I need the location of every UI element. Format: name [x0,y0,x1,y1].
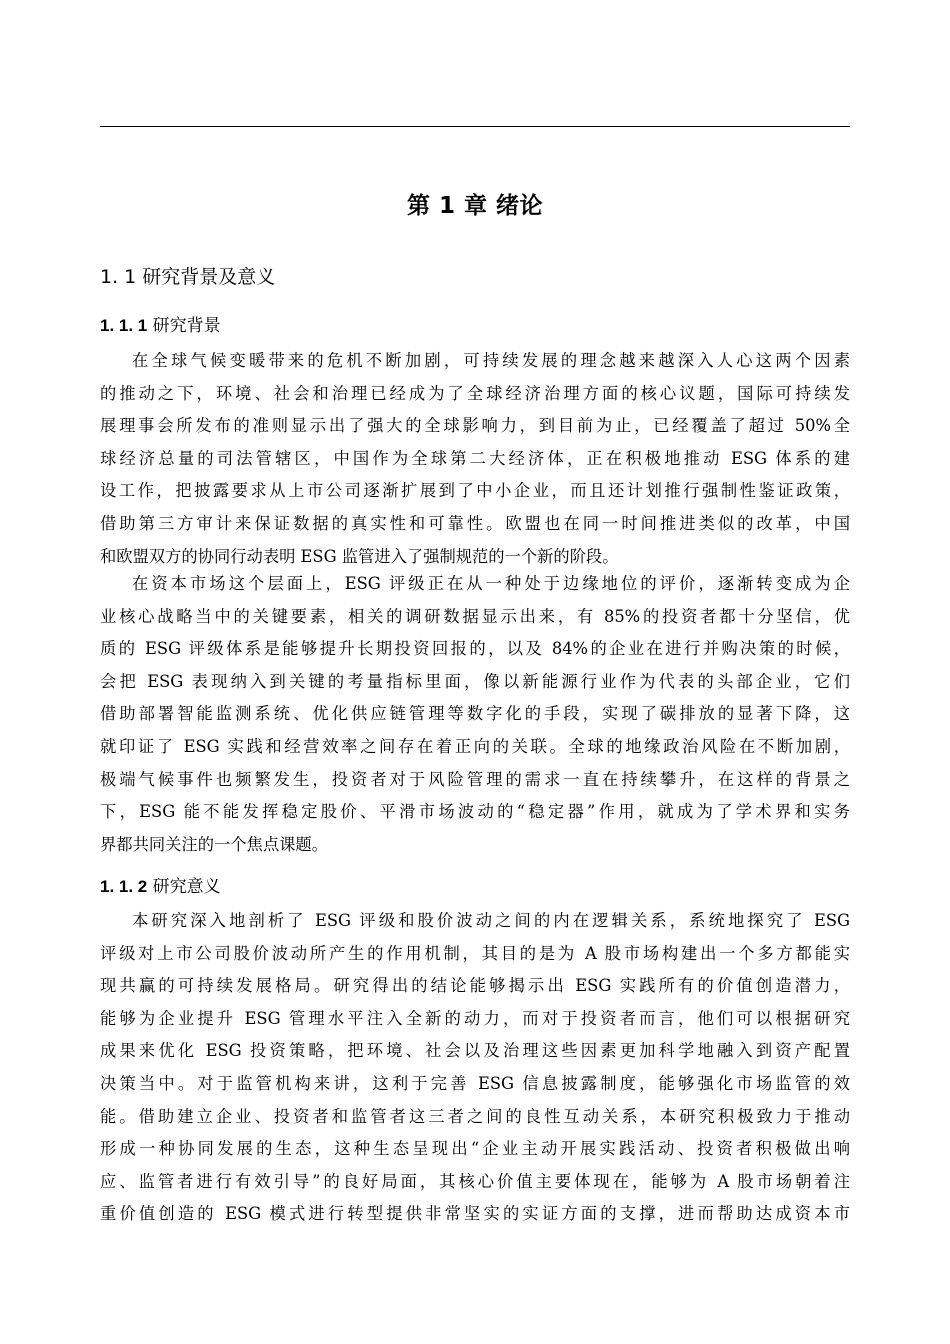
paragraph-line: 质的 ESG 评级体系是能够提升长期投资回报的，以及 84%的企业在进行并购决策的时候， [100,639,850,659]
paragraph-line: 在资本市场这个层面上，ESG 评级正在从一种处于边缘地位的评价，逐渐转变成为企 [132,574,850,593]
paragraph-line: 下，ESG 能不能发挥稳定股价、平滑市场波动的“稳定器”作用，就成为了学术界和实务 [100,802,850,822]
paragraph-line: 能。借助建立企业、投资者和监管者这三者之间的良性互动关系，本研究积极致力于推动 [100,1106,850,1126]
subsection-heading-background [100,311,221,341]
paragraph-line: 评级对上市公司股价波动所产生的作用机制，其目的是为 A 股市场构建出一个多方都能实 [100,943,850,963]
paragraph-line: 本研究深入地剖析了 ESG 评级和股价波动之间的内在逻辑关系，系统地探究了 ESG [132,911,850,930]
paragraph-line: 借助部署智能监测系统、优化供应链管理等数字化的手段，实现了碳排放的显著下降，这 [100,704,850,724]
paragraph-line: 就印证了 ESG 实践和经营效率之间存在着正向的关联。全球的地缘政治风险在不断加剧， [100,736,850,756]
paragraph-line: 成果来优化 ESG 投资策略，把环境、社会以及治理这些因素更加科学地融入到资产配置 [100,1041,850,1061]
paragraph-line: 展理事会所发布的准则显示出了强大的全球影响力，到目前为止，已经覆盖了超过 50%全 [100,416,850,436]
paragraph-line: 球经济总量的司法管辖区，中国作为全球第二大经济体，正在积极地推动 ESG 体系的建 [100,448,850,468]
chapter-title: 第 1 章 绪论 [406,193,544,219]
paragraph-line: 形成一种协同发展的生态，这种生态呈现出“企业主动开展实践活动、投资者积极做出响 [100,1139,850,1159]
paragraph-line: 界都共同关注的一个焦点课题。 [100,834,328,854]
paragraph-line: 决策当中。对于监管机构来讲，这利于完善 ESG 信息披露制度，能够强化市场监管的效 [100,1073,850,1093]
paragraph-line: 现共赢的可持续发展格局。研究得出的结论能够揭示出 ESG 实践所有的价值创造潜力， [100,976,850,996]
paragraph-significance [100,905,850,1231]
subsection-title: 研究背景 [152,316,221,336]
paragraph-line: 重价值创造的 ESG 模式进行转型提供非常坚实的实证方面的支撑，进而帮助达成资本市 [100,1204,850,1224]
paragraph-line: 业核心战略当中的关键要素，相关的调研数据显示出来，有 85%的投资者都十分坚信，优 [100,606,850,626]
paragraph-line: 能够为企业提升 ESG 管理水平注入全新的动力，而对于投资者而言，他们可以根据研究 [100,1008,850,1028]
header-rule [100,126,850,127]
paragraph-line: 极端气候事件也频繁发生，投资者对于风险管理的需求一直在持续攀升，在这样的背景之 [100,769,850,789]
paragraph-line: 的推动之下，环境、社会和治理已经成为了全球经济治理方面的核心议题，国际可持续发 [100,383,850,403]
paragraph-line: 应、监管者进行有效引导”的良好局面，其核心价值主要体现在，能够为 A 股市场朝着注 [100,1171,850,1191]
paragraph-line: 借助第三方审计来保证数据的真实性和可靠性。欧盟也在同一时间推进类似的改革，中国 [100,513,850,533]
paragraph-background-2 [100,568,850,861]
subsection-number: 1. 1. 2 [100,877,148,896]
paragraph-line: 会把 ESG 表现纳入到关键的考量指标里面，像以新能源行业作为代表的头部企业，它们 [100,671,850,691]
subsection-title: 研究意义 [152,877,221,897]
paragraph-line: 设工作，把披露要求从上市公司逐渐扩展到了中小企业，而且还计划推行强制性鉴证政策， [100,481,850,501]
subsection-number: 1. 1. 1 [100,316,148,335]
paragraph-background-1 [100,345,850,573]
section-heading: 1. 1 研究背景及意义 [100,266,276,288]
subsection-heading-significance [100,872,221,902]
paragraph-line: 在全球气候变暖带来的危机不断加剧，可持续发展的理念越来越深入人心这两个因素 [132,351,850,370]
paragraph-line: 和欧盟双方的协同行动表明 ESG 监管进入了强制规范的一个新的阶段。 [100,546,619,566]
